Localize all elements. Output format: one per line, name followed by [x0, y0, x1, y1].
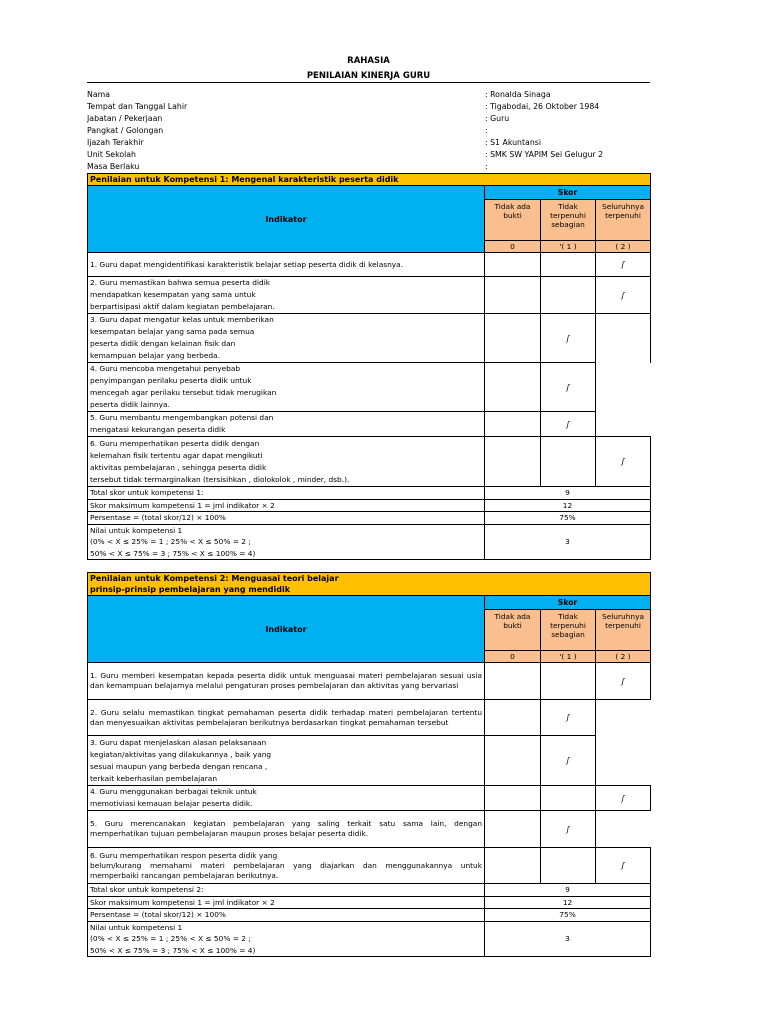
- score-cell: [541, 437, 596, 487]
- check-mark: ʃ: [541, 736, 596, 786]
- persentase-value: 75%: [485, 909, 651, 922]
- identity-label: Jabatan / Pekerjaan: [87, 114, 163, 123]
- score-cell: [485, 277, 541, 314]
- identity-row-masa: [87, 161, 650, 173]
- score-cell: [541, 786, 596, 811]
- identity-value: : S1 Akuntansi: [485, 138, 541, 147]
- indicator-text: 2. Guru selalu memastikan tingkat pemahaman peserta didik terhadap materi pembelajaran tertentu dan menyesuaikan aktivitas pembelajaran berikutnya berdasarkan tingkat pemahaman tersebut: [88, 700, 485, 736]
- table-row: [88, 437, 651, 487]
- identity-label: Nama: [87, 90, 110, 99]
- score-cell: [596, 314, 651, 363]
- skor-header: Skor: [485, 186, 651, 200]
- table-row: [88, 848, 651, 884]
- check-mark: ʃ: [596, 277, 651, 314]
- table-row: [88, 277, 651, 314]
- indicator-text: 5. Guru membantu mengembangkan potensi dan mengatasi kekurangan peserta didik: [88, 412, 485, 437]
- table-row: [88, 253, 651, 277]
- col-value-2: ( 2 ): [596, 651, 651, 663]
- identity-value: : Guru: [485, 114, 510, 123]
- identity-row-jabatan: [87, 113, 650, 125]
- document-title: PENILAIAN KINERJA GURU: [306, 71, 431, 81]
- identity-label: Tempat dan Tanggal Lahir: [87, 102, 188, 111]
- skor-maksimum-label: Skor maksimum kompetensi 1 = jml indikator × 2: [88, 896, 485, 909]
- table-row: [88, 786, 651, 811]
- table-row: [88, 736, 651, 786]
- identity-value: : Ronalda Sinaga: [485, 90, 551, 99]
- summary-pct-row: [88, 512, 651, 525]
- col-value-0: 0: [485, 241, 541, 253]
- identity-value: :: [485, 126, 488, 135]
- col-tidak-ada-bukti: Tidak ada bukti: [485, 200, 541, 241]
- score-cell: [485, 253, 541, 277]
- kompetensi-1-title: Penilaian untuk Kompetensi 1: Mengenal karakteristik peserta didik: [88, 174, 651, 186]
- col-tidak-terpenuhi: Tidak terpenuhi sebagian: [541, 610, 596, 651]
- persentase-label: Persentase = (total skor/12) × 100%: [88, 512, 485, 525]
- indicator-text: 1. Guru dapat mengidentifikasi karakteristik belajar setiap peserta didik di kelasnya.: [88, 253, 485, 277]
- skor-maksimum-label: Skor maksimum kompetensi 1 = jml indikator × 2: [88, 499, 485, 512]
- confidential-title: RAHASIA: [347, 56, 390, 66]
- score-cell: [485, 786, 541, 811]
- summary-nilai-row: [88, 524, 651, 560]
- score-cell: [485, 437, 541, 487]
- indicator-text: 4. Guru mencoba mengetahui penyebab penyimpangan perilaku peserta didik untuk mencegah agar perilaku tersebut tidak merugikan peserta didik lainnya.: [88, 363, 485, 412]
- total-skor-label: Total skor untuk kompetensi 1:: [88, 487, 485, 500]
- col-tidak-terpenuhi: Tidak terpenuhi sebagian: [541, 200, 596, 241]
- identity-row-unit: [87, 149, 650, 161]
- summary-pct-row: [88, 909, 651, 922]
- score-cell: [485, 700, 541, 736]
- total-skor-label: Total skor untuk kompetensi 2:: [88, 884, 485, 897]
- indicator-text: 3. Guru dapat mengatur kelas untuk memberikan kesempatan belajar yang sama pada semua peserta didik dengan kelainan fisik dan kemampuan belajar yang berbeda.: [88, 314, 485, 363]
- summary-max-row: [88, 499, 651, 512]
- identity-label: Pangkat / Golongan: [87, 126, 164, 135]
- persentase-label: Persentase = (total skor/12) × 100%: [88, 909, 485, 922]
- check-mark: ʃ: [541, 811, 596, 848]
- identity-label: Masa Berlaku: [87, 162, 140, 171]
- score-cell: [541, 663, 596, 700]
- table-row: [88, 412, 651, 437]
- score-cell: [485, 363, 541, 412]
- identity-block: [87, 89, 650, 173]
- identity-row-ijazah: [87, 137, 650, 149]
- col-seluruhnya: Seluruhnya terpenuhi: [596, 610, 651, 651]
- skor-maksimum-value: 12: [485, 896, 651, 909]
- check-mark: ʃ: [541, 363, 596, 412]
- table-row: [88, 363, 651, 412]
- score-cell: [596, 700, 651, 736]
- score-cell: [541, 848, 596, 884]
- score-cell: [485, 736, 541, 786]
- score-cell: [485, 848, 541, 884]
- check-mark: ʃ: [541, 700, 596, 736]
- col-value-1: '( 1 ): [541, 241, 596, 253]
- indicator-text: 3. Guru dapat menjelaskan alasan pelaksanaan kegiatan/aktivitas yang dilakukannya , baik yang sesuai maupun yang berbeda dengan rencana , terkait keberhasilan pembelajaran: [88, 736, 485, 786]
- table-row: [88, 811, 651, 848]
- score-cell: [485, 663, 541, 700]
- kompetensi-2-table: [87, 572, 651, 957]
- col-tidak-ada-bukti: Tidak ada bukti: [485, 610, 541, 651]
- total-skor-value: 9: [485, 884, 651, 897]
- check-mark: ʃ: [596, 786, 651, 811]
- nilai-label: Nilai untuk kompetensi 1 (0% < X ≤ 25% = 1 ; 25% < X ≤ 50% = 2 ; 50% < X ≤ 75% = 3 ; 75% < X ≤ 100% = 4): [88, 524, 485, 560]
- indicator-text: 2. Guru memastikan bahwa semua peserta didik mendapatkan kesempatan yang sama untuk berpartisipasi aktif dalam kegiatan pembelajaran.: [88, 277, 485, 314]
- indicator-text: 1. Guru memberi kesempatan kepada peserta didik untuk menguasai materi pembelajaran sesuai usia dan kemampuan belajarnya melalui pengaturan proses pembelajaran dan aktivitas yang bervariasi: [88, 663, 485, 700]
- title-divider: [87, 82, 650, 83]
- indicator-text: 6. Guru memperhatikan peserta didik dengan kelemahan fisik tertentu agar dapat mengikuti aktivitas pembelajaran , sehingga peserta didik tersebut tidak termarginalkan (tersisihkan , diolokolok , minder, dsb.).: [88, 437, 485, 487]
- score-cell: [596, 363, 651, 412]
- table-row: [88, 314, 651, 363]
- identity-value: :: [485, 162, 488, 171]
- identity-value: : SMK SW YAPIM Sei Gelugur 2: [485, 150, 604, 159]
- check-mark: ʃ: [596, 663, 651, 700]
- indicator-text: 6. Guru memperhatikan respon peserta didik yang belum/kurang memahami materi pembelajaran yang diajarkan dan menggunakannya untuk memperbaiki rancangan pembelajaran berikutnya.: [88, 848, 485, 884]
- nilai-value: 3: [485, 921, 651, 957]
- col-value-2: ( 2 ): [596, 241, 651, 253]
- total-skor-value: 9: [485, 487, 651, 500]
- persentase-value: 75%: [485, 512, 651, 525]
- score-cell: [596, 736, 651, 786]
- kompetensi-1-table: [87, 173, 651, 560]
- skor-header: Skor: [485, 596, 651, 610]
- score-cell: [485, 811, 541, 848]
- score-cell: [485, 412, 541, 437]
- col-seluruhnya: Seluruhnya terpenuhi: [596, 200, 651, 241]
- score-cell: [541, 277, 596, 314]
- col-value-1: '( 1 ): [541, 651, 596, 663]
- indicator-text: 4. Guru menggunakan berbagai teknik untuk memotiviasi kemauan belajar peserta didik.: [88, 786, 485, 811]
- summary-total-row: [88, 884, 651, 897]
- indikator-header: Indikator: [88, 596, 485, 663]
- nilai-value: 3: [485, 524, 651, 560]
- identity-row-nama: [87, 89, 650, 101]
- table-row: [88, 700, 651, 736]
- score-cell: [485, 314, 541, 363]
- identity-row-ttl: [87, 101, 650, 113]
- skor-maksimum-value: 12: [485, 499, 651, 512]
- identity-value: : Tigabodai, 26 Oktober 1984: [485, 102, 600, 111]
- identity-label: Ijazah Terakhir: [87, 138, 144, 147]
- kompetensi-2-title: Penilaian untuk Kompetensi 2: Menguasai teori belajar prinsip-prinsip pembelajaran yang mendidik: [88, 573, 651, 596]
- col-value-0: 0: [485, 651, 541, 663]
- summary-total-row: [88, 487, 651, 500]
- check-mark: ʃ: [596, 253, 651, 277]
- score-cell: [596, 412, 651, 437]
- indicator-text: 5. Guru merencanakan kegiatan pembelajaran yang saling terkait satu sama lain, dengan memperhatikan tujuan pembelajaran maupun proses belajar peserta didik.: [88, 811, 485, 848]
- summary-max-row: [88, 896, 651, 909]
- check-mark: ʃ: [541, 412, 596, 437]
- check-mark: ʃ: [596, 437, 651, 487]
- check-mark: ʃ: [541, 314, 596, 363]
- summary-nilai-row: [88, 921, 651, 957]
- check-mark: ʃ: [596, 848, 651, 884]
- score-cell: [596, 811, 651, 848]
- identity-row-pangkat: [87, 125, 650, 137]
- indikator-header: Indikator: [88, 186, 485, 253]
- identity-label: Unit Sekolah: [87, 150, 136, 159]
- table-row: [88, 663, 651, 700]
- nilai-label: Nilai untuk kompetensi 1 (0% < X ≤ 25% = 1 ; 25% < X ≤ 50% = 2 ; 50% < X ≤ 75% = 3 ; 75% < X ≤ 100% = 4): [88, 921, 485, 957]
- score-cell: [541, 253, 596, 277]
